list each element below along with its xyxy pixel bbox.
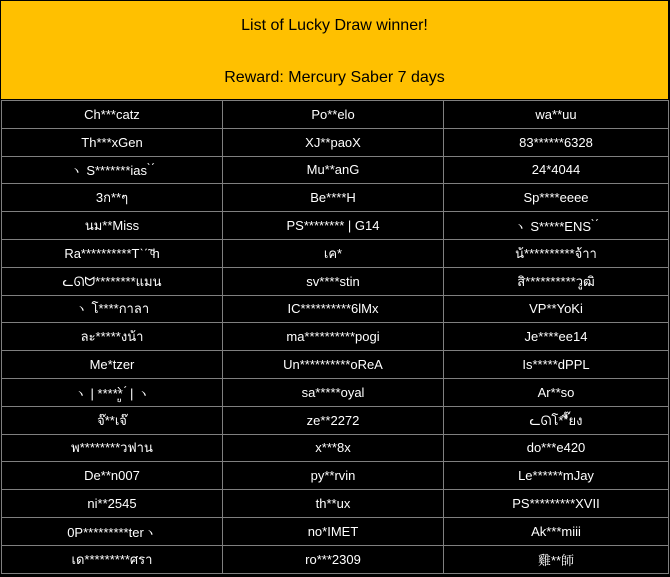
winner-cell: Th***xGen bbox=[2, 128, 223, 156]
winner-cell: 83******6328 bbox=[444, 128, 669, 156]
winner-cell: XJ**paoX bbox=[223, 128, 444, 156]
winner-cell: ᓚᘏโ**ี๊ยง bbox=[444, 406, 669, 434]
winner-cell: Ar**so bbox=[444, 378, 669, 406]
winners-table bbox=[1, 100, 669, 574]
table-row bbox=[2, 101, 669, 129]
winner-cell: 24*4044 bbox=[444, 156, 669, 184]
table-row bbox=[2, 267, 669, 295]
winner-cell: x***8x bbox=[223, 434, 444, 462]
table-row bbox=[2, 517, 669, 545]
winner-cell: สิ**********วูฒิ bbox=[444, 267, 669, 295]
winner-cell: Un**********oReA bbox=[223, 351, 444, 379]
winners-table-body bbox=[2, 101, 669, 574]
winner-cell: wa**uu bbox=[444, 101, 669, 129]
table-row bbox=[2, 545, 669, 573]
winner-cell: do***e420 bbox=[444, 434, 669, 462]
winner-cell: 0P*********terヽ bbox=[2, 517, 223, 545]
reward-subtitle: Reward: Mercury Saber 7 days bbox=[224, 69, 445, 86]
header-banner bbox=[1, 1, 668, 99]
winner-cell: Ak***miii bbox=[444, 517, 669, 545]
winner-cell: พ********วฟาน bbox=[2, 434, 223, 462]
winner-cell: ヽ S*****ENS ̀ ́ bbox=[444, 212, 669, 240]
winner-cell: เด*********ศรา bbox=[2, 545, 223, 573]
winner-cell: นม**Miss bbox=[2, 212, 223, 240]
winner-cell: 雞**師 bbox=[444, 545, 669, 573]
winner-cell: py**rvin bbox=[223, 462, 444, 490]
table-row bbox=[2, 156, 669, 184]
winner-cell: 3ก**ๆ bbox=[2, 184, 223, 212]
winner-cell: Le******mJay bbox=[444, 462, 669, 490]
winner-cell: Po**elo bbox=[223, 101, 444, 129]
winner-cell: Je****ee14 bbox=[444, 323, 669, 351]
winner-cell: Me*tzer bbox=[2, 351, 223, 379]
winner-cell: ヽ | *****ູ̀ ́ | ヽ bbox=[2, 378, 223, 406]
winner-cell: ヽ S*******ias ̀ ́ bbox=[2, 156, 223, 184]
page-title: List of Lucky Draw winner! bbox=[241, 17, 428, 34]
winner-cell: เค* bbox=[223, 239, 444, 267]
winner-cell: VP**YoKi bbox=[444, 295, 669, 323]
table-row bbox=[2, 128, 669, 156]
winner-cell: sa*****oyal bbox=[223, 378, 444, 406]
table-row bbox=[2, 184, 669, 212]
table-row bbox=[2, 406, 669, 434]
winner-cell: ro***2309 bbox=[223, 545, 444, 573]
table-row bbox=[2, 323, 669, 351]
winner-cell: Ra**********Tˋˊ˜ͦh bbox=[2, 239, 223, 267]
table-row bbox=[2, 295, 669, 323]
table-row bbox=[2, 239, 669, 267]
winner-cell: PS******** | G14 bbox=[223, 212, 444, 240]
winner-cell: ni**2545 bbox=[2, 490, 223, 518]
winner-cell: PS*********XVII bbox=[444, 490, 669, 518]
winner-cell: Mu**anG bbox=[223, 156, 444, 184]
winner-cell: no*IMET bbox=[223, 517, 444, 545]
winner-cell: Be****H bbox=[223, 184, 444, 212]
winner-cell: Is*****dPPL bbox=[444, 351, 669, 379]
winner-cell: ละ*****งน้า bbox=[2, 323, 223, 351]
winner-cell: จ๊**เจ๊ bbox=[2, 406, 223, 434]
winner-cell: IC**********6lMx bbox=[223, 295, 444, 323]
winner-cell: ma**********pogi bbox=[223, 323, 444, 351]
table-row bbox=[2, 351, 669, 379]
table-row bbox=[2, 378, 669, 406]
winner-cell: De**n007 bbox=[2, 462, 223, 490]
winner-cell: ze**2272 bbox=[223, 406, 444, 434]
winner-cell: ᓚᘏᗢ********แมน bbox=[2, 267, 223, 295]
winner-cell: น้**********จ้าา bbox=[444, 239, 669, 267]
table-row bbox=[2, 212, 669, 240]
table-row bbox=[2, 462, 669, 490]
table-row bbox=[2, 434, 669, 462]
winner-cell: sv****stin bbox=[223, 267, 444, 295]
winner-cell: Sp****eeee bbox=[444, 184, 669, 212]
table-row bbox=[2, 490, 669, 518]
winner-cell: th**ux bbox=[223, 490, 444, 518]
winner-cell: ヽ โ****กาลา bbox=[2, 295, 223, 323]
winner-cell: Ch***catz bbox=[2, 101, 223, 129]
